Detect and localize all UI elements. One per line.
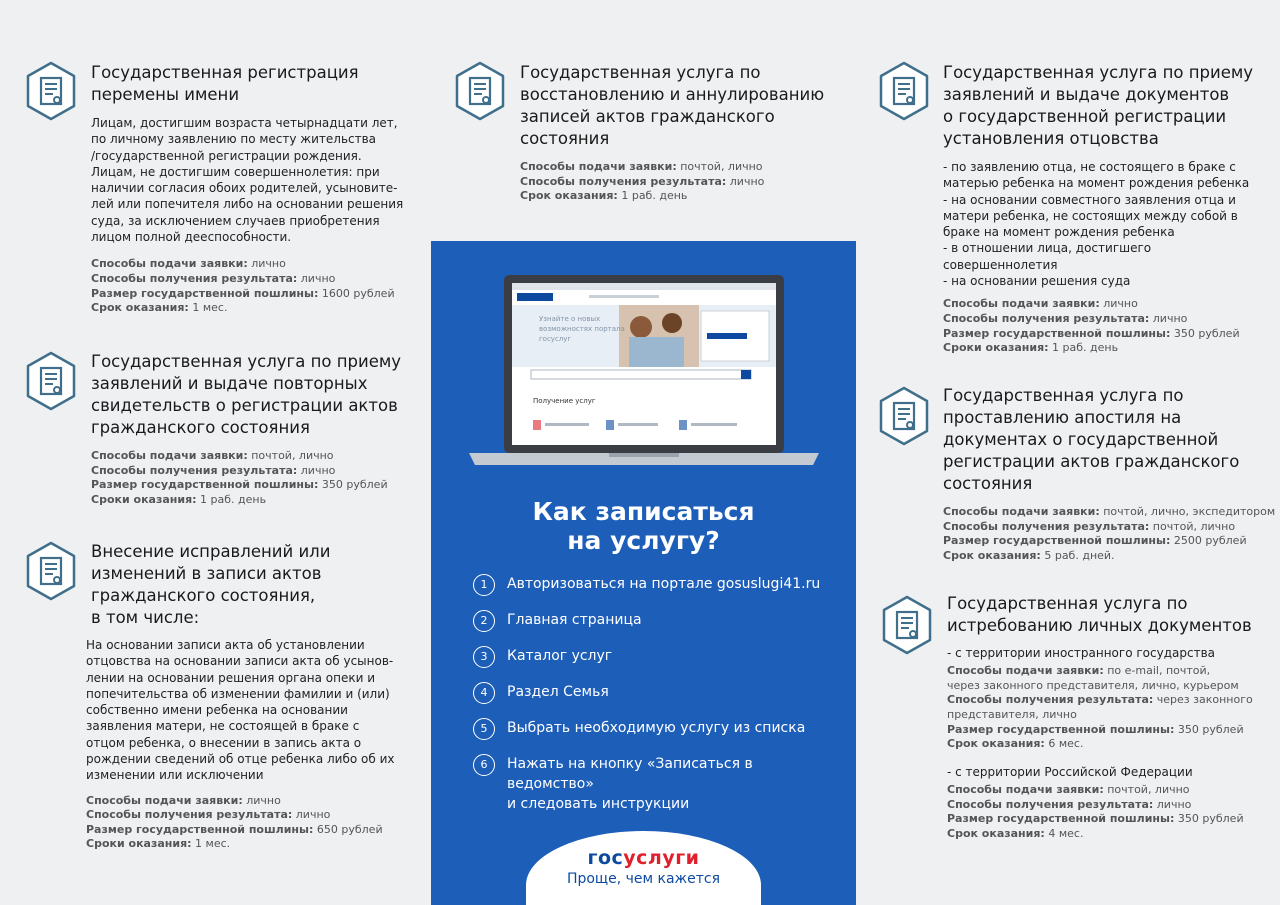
service-name-change [91, 62, 421, 316]
service-facts: Способы подачи заявки: лично Способы получения результата: лично Размер государственной пошлины: 1600 рублей Срок оказания: 1 мес. [91, 257, 395, 315]
document-hexagon-icon [23, 350, 79, 412]
steps-list [473, 574, 843, 830]
service-facts: Способы подачи заявки: лично Способы получения результата: лично Размер государственной пошлины: 350 рублей Сроки оказания: 1 раб. день [943, 297, 1240, 355]
service-title: Государственная регистрация перемены имени [91, 63, 359, 104]
service-title: Государственная услуга по восстановлению и аннулированию записей актов гражданского состояния [520, 63, 825, 148]
howto-title: Как записаться на услугу? [532, 497, 755, 555]
service-apostille [943, 385, 1276, 563]
service-facts: Способы подачи заявки: почтой, лично Способы получения результата: лично Размер государственной пошлины: 350 рублей Срок оказания: 4 мес. [947, 783, 1244, 840]
document-hexagon-icon [23, 540, 79, 602]
service-facts: Способы подачи заявки: лично Способы получения результата: лично Размер государственной пошлины: 650 рублей Сроки оказания: 1 мес. [86, 793, 383, 851]
service-corrections-title [91, 541, 421, 629]
document-hexagon-icon [452, 60, 508, 122]
brand-tagline: Проще, чем кажется [566, 871, 721, 887]
service-description: Лицам, достигшим возраста четырнадцати лет, по личному заявлению по месту жительства /государственной регистрации рождения. Лицам, не достигшим совершеннолетия: при наличии согласия обоих родителей, усыновите- лей или попечителя либо на основании решения суда, за исключением случаев приобретения лицом полной дееспособности. [91, 116, 404, 245]
service-description: На основании записи акта об установлении отцовства на основании записи акта об усынов- лении на основании решения органа опеки и попечительства об изменении фамилии и (или) собственно имени ребенка на основании заявления матери, не состоящей в браке с отцом ребенка, о внесении в запись акта о рождении сведений об отце ребенка либо об их изменении или исключении [86, 638, 395, 783]
service-subheading: - с территории Российской Федерации [947, 764, 1193, 779]
step-item: 5 Выбрать необходимую услугу из списка [473, 718, 843, 738]
service-facts: Способы подачи заявки: почтой, лично, экспедитором Способы получения результата: почтой, лично Размер государственной пошлины: 2500 рублей Срок оказания: 5 раб. дней. [943, 505, 1276, 562]
document-hexagon-icon [879, 594, 935, 656]
service-description: - по заявлению отца, не состоящего в браке с матерью ребенка на момент рождения ребенка - на основании совместного заявления отца и матери ребенка, не состоящих между собой в браке на момент рождения ребенка - в отношении лица, достигшего совершеннолетия - на основании решения суда [943, 160, 1250, 289]
laptop-illustration [469, 275, 819, 467]
service-facts: Способы подачи заявки: по e-mail, почтой, через законного представителя, лично, курьером Способы получения результата: через законного представителя, лично Размер государственной пошлины: 350 рублей Срок оказания: 6 мес. [947, 664, 1253, 751]
service-facts: Способы подачи заявки: почтой, лично Способы получения результата: лично Размер государственной пошлины: 350 рублей Сроки оказания: 1 раб. день [91, 449, 388, 506]
service-facts: Способы подачи заявки: почтой, лично Способы получения результата: лично Срок оказания: 1 раб. день [520, 160, 765, 203]
step-item: 6 Нажать на кнопку «Записаться в ведомство» и следовать инструкции [473, 754, 843, 814]
document-hexagon-icon [876, 385, 932, 447]
service-personal-documents [947, 593, 1277, 842]
service-paternity [943, 62, 1273, 356]
document-hexagon-icon [23, 60, 79, 122]
laptop-section-title: Получение услуг [533, 397, 596, 405]
service-repeat-certificates [91, 351, 421, 507]
service-title: Государственная услуга по проставлению апостиля на документах о государственной регистрации актов гражданского состояния [943, 386, 1240, 493]
gosuslugi-logo: госуслуги Проще, чем кажется [526, 831, 761, 905]
service-restore-annul [520, 62, 850, 204]
service-title: Государственная услуга по истребованию личных документов [947, 594, 1252, 635]
service-title: Внесение исправлений или изменений в записи актов гражданского состояния, в том числе: [91, 542, 331, 627]
step-item: 4 Раздел Семья [473, 682, 843, 702]
document-hexagon-icon [876, 60, 932, 122]
step-item: 1 Авторизоваться на портале gosuslugi41.ru [473, 574, 843, 594]
step-item: 3 Каталог услуг [473, 646, 843, 666]
service-title: Государственная услуга по приему заявлений и выдаче повторных свидетельств о регистрации актов гражданского состояния [91, 352, 402, 437]
service-corrections-body [86, 637, 426, 852]
service-subheading: - с территории иностранного государства [947, 646, 1215, 660]
service-title: Государственная услуга по приему заявлений и выдаче документов о государственной регистрации установления отцовства [943, 63, 1254, 148]
howto-panel [431, 241, 856, 905]
laptop-hero-text: возможностях портала [539, 325, 625, 333]
laptop-hero-text: госуслуг [539, 335, 572, 343]
step-item: 2 Главная страница [473, 610, 843, 630]
laptop-hero-text: Узнайте о новых [539, 315, 601, 323]
